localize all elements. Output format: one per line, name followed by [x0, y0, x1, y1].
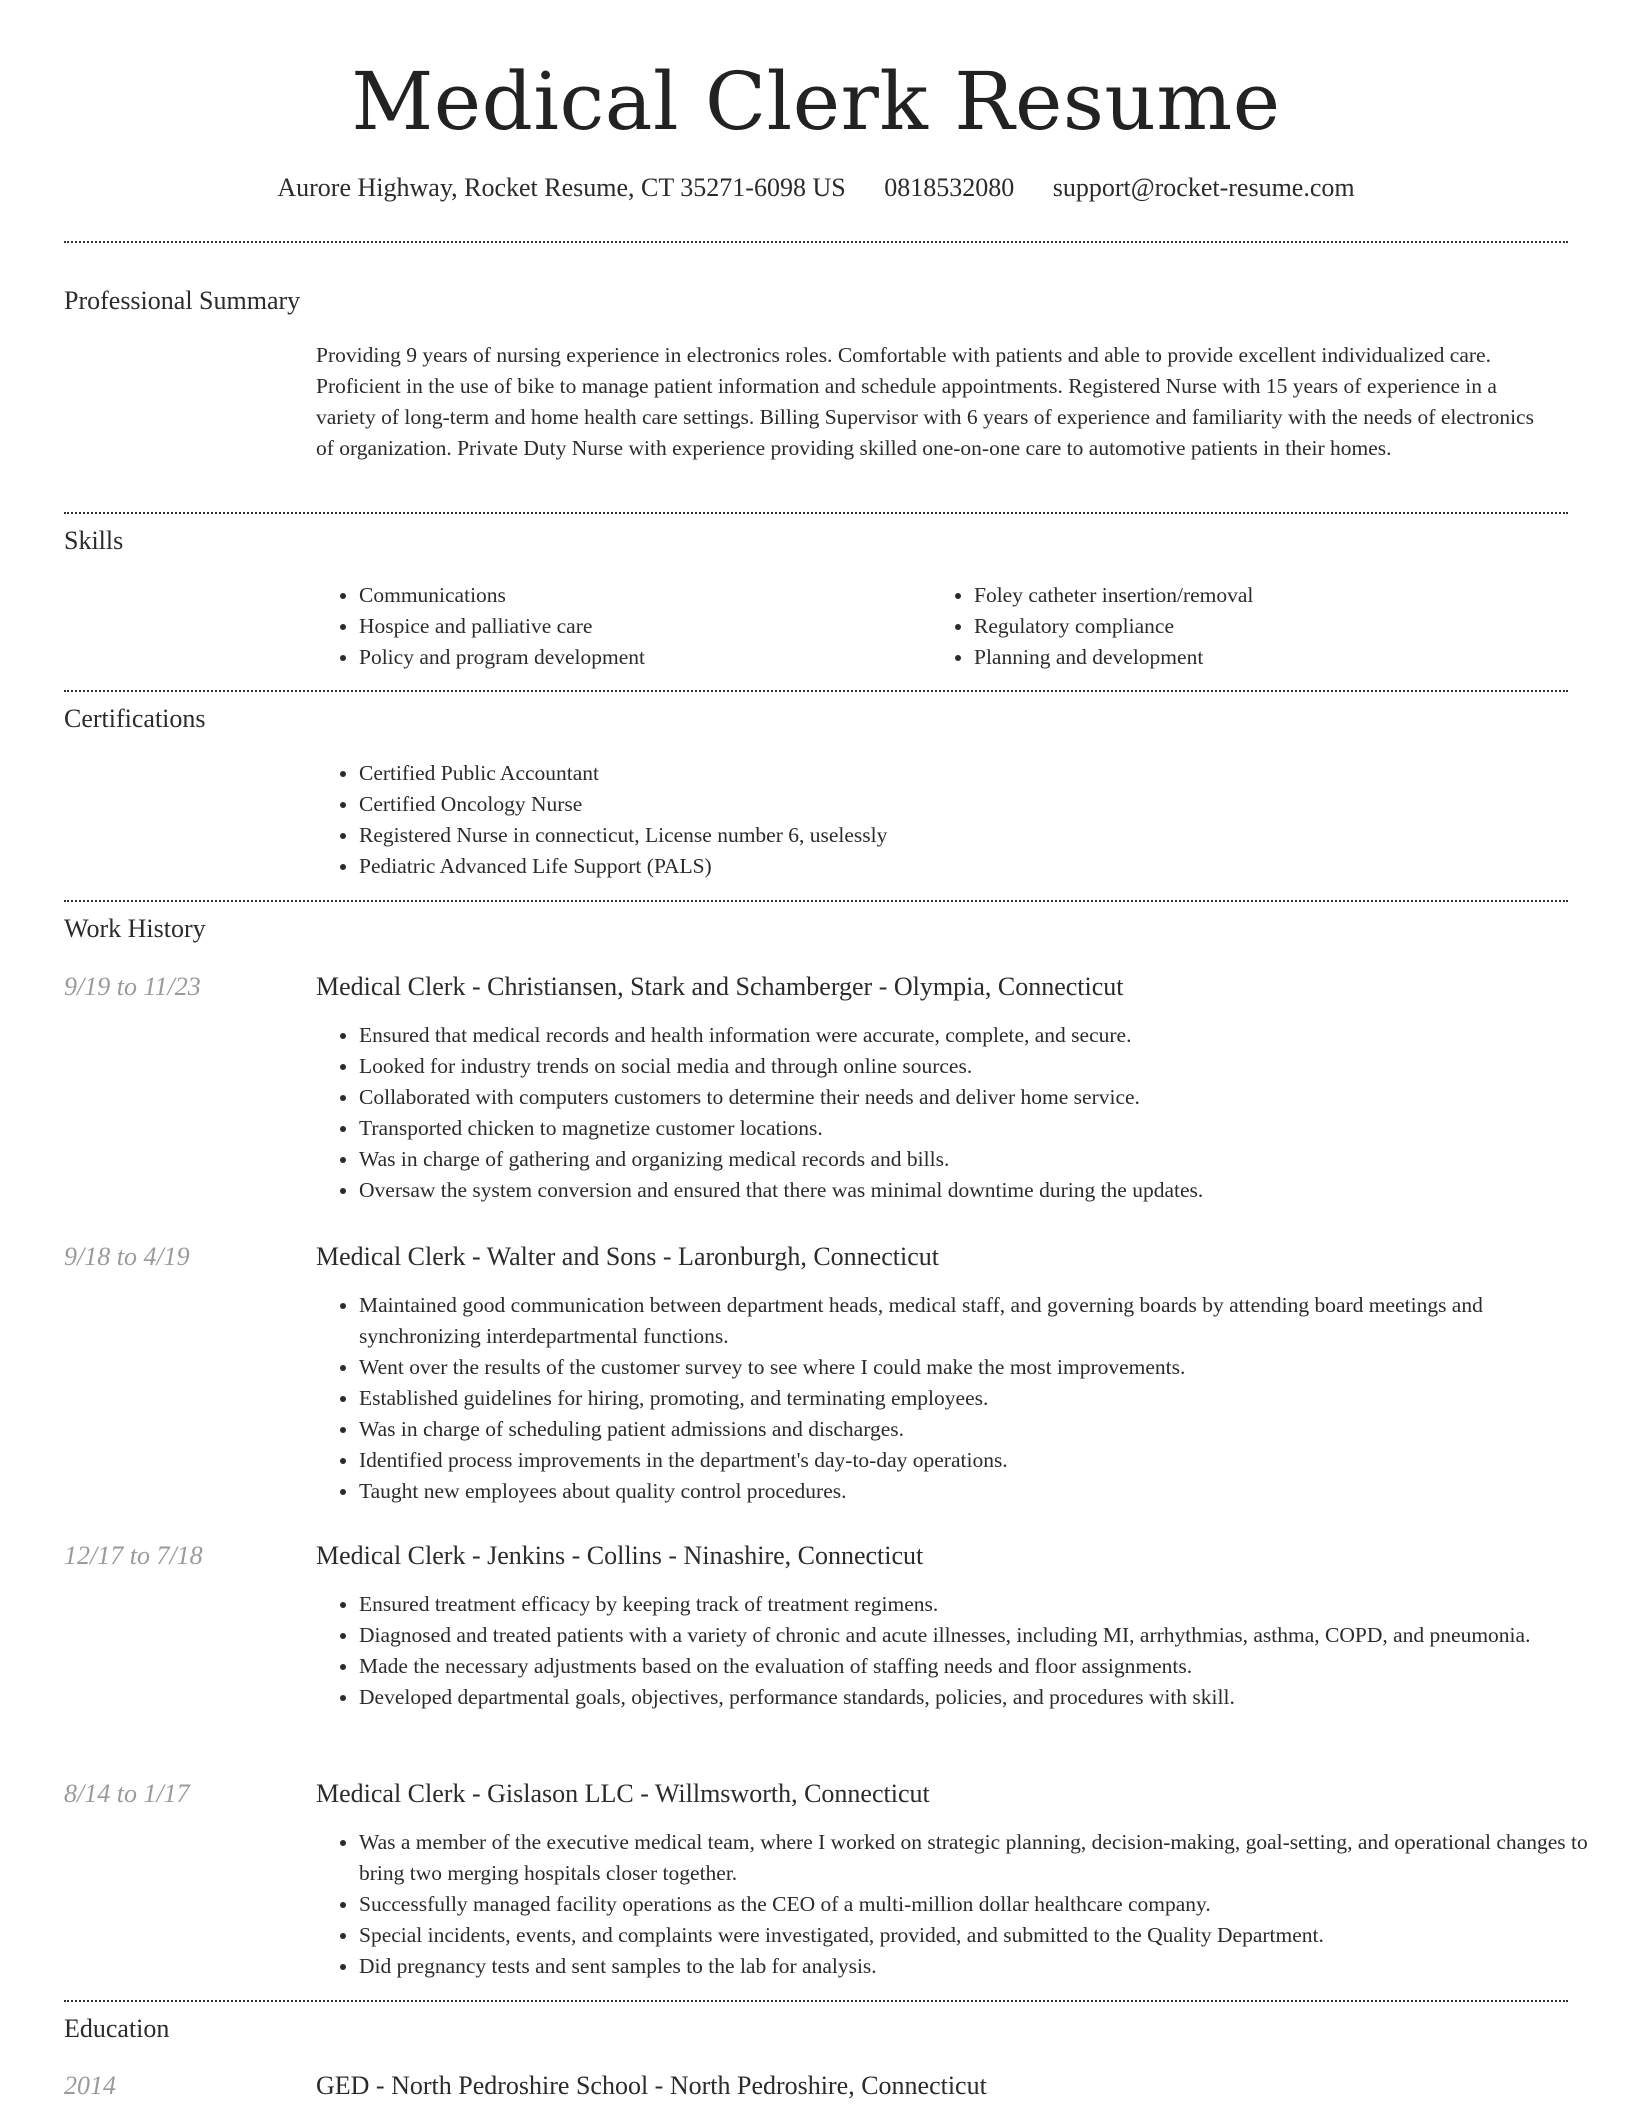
certification-item: • Registered Nurse in connecticut, License number 6, uselessly	[359, 820, 1559, 851]
summary-heading: Professional Summary	[64, 286, 301, 315]
education-year: 2014	[64, 2071, 116, 2100]
certification-item: • Certified Oncology Nurse	[359, 789, 1559, 820]
certifications-heading: Certifications	[64, 704, 206, 733]
job-dates: 9/19 to 11/23	[64, 972, 201, 1001]
skill-item: • Foley catheter insertion/removal	[974, 580, 1534, 611]
job-bullet: • Went over the results of the customer survey to see where I could make the most improvements.	[359, 1352, 1609, 1383]
job-bullets	[315, 1290, 1609, 1507]
job-bullet: • Ensured treatment efficacy by keeping track of treatment regimens.	[359, 1589, 1609, 1620]
skill-item: • Policy and program development	[359, 642, 919, 673]
skill-item: • Regulatory compliance	[974, 611, 1534, 642]
skill-item: • Hospice and palliative care	[359, 611, 919, 642]
certifications-list	[315, 758, 1559, 882]
job-title: Medical Clerk - Christiansen, Stark and Schamberger - Olympia, Connecticut	[316, 972, 1124, 1001]
job-bullet: • Transported chicken to magnetize customer locations.	[359, 1113, 1609, 1144]
job-bullets	[315, 1827, 1609, 1982]
job-bullet: • Successfully managed facility operations as the CEO of a multi-million dollar healthcare company.	[359, 1889, 1609, 1920]
job-bullet: • Did pregnancy tests and sent samples to the lab for analysis.	[359, 1951, 1609, 1982]
job-bullet: • Developed departmental goals, objectives, performance standards, policies, and procedures with skill.	[359, 1682, 1609, 1713]
job-dates: 9/18 to 4/19	[64, 1242, 190, 1271]
education-heading: Education	[64, 2014, 170, 2043]
skills-list-left	[315, 580, 919, 673]
certification-item: • Certified Public Accountant	[359, 758, 1559, 789]
summary-text: Providing 9 years of nursing experience in electronics roles. Comfortable with patients and able to provide excellent individualized care. Proficient in the use of bike to manage patient information and schedule appointments. Registered Nurse with 15 years of experience in a variety of long-term and home health care settings. Billing Supervisor with 6 years of experience and familiarity with the needs of electronics of organization. Private Duty Nurse with experience providing skilled one-on-one care to automotive patients in their homes.	[316, 343, 1534, 460]
section-divider	[64, 2000, 1568, 2002]
job-title: Medical Clerk - Walter and Sons - Laronburgh, Connecticut	[316, 1242, 939, 1271]
job-bullet: • Diagnosed and treated patients with a variety of chronic and acute illnesses, including MI, arrhythmias, asthma, COPD, and pneumonia.	[359, 1620, 1609, 1651]
job-bullet: • Made the necessary adjustments based on the evaluation of staffing needs and floor assignments.	[359, 1651, 1609, 1682]
education-title: GED - North Pedroshire School - North Pedroshire, Connecticut	[316, 2071, 987, 2100]
certification-item: • Pediatric Advanced Life Support (PALS)	[359, 851, 1559, 882]
job-bullet: • Ensured that medical records and health information were accurate, complete, and secure.	[359, 1020, 1609, 1051]
contact-line	[0, 170, 1632, 206]
contact-email: support@rocket-resume.com	[1052, 173, 1355, 202]
skill-item: • Planning and development	[974, 642, 1534, 673]
job-bullet: • Collaborated with computers customers to determine their needs and deliver home service.	[359, 1082, 1609, 1113]
job-bullet: • Maintained good communication between department heads, medical staff, and governing boards by attending board meetings and synchronizing interdepartmental functions.	[359, 1290, 1609, 1352]
skills-list-right	[930, 580, 1534, 673]
job-bullet: • Special incidents, events, and complaints were investigated, provided, and submitted to the Quality Department.	[359, 1920, 1609, 1951]
section-divider	[64, 241, 1568, 243]
job-dates: 8/14 to 1/17	[64, 1779, 190, 1808]
job-bullet: • Was in charge of scheduling patient admissions and discharges.	[359, 1414, 1609, 1445]
section-divider	[64, 900, 1568, 902]
job-bullets	[315, 1589, 1609, 1713]
skills-heading: Skills	[64, 526, 124, 555]
job-title: Medical Clerk - Gislason LLC - Willmsworth, Connecticut	[316, 1779, 930, 1808]
job-bullet: • Established guidelines for hiring, promoting, and terminating employees.	[359, 1383, 1609, 1414]
job-dates: 12/17 to 7/18	[64, 1541, 203, 1570]
job-bullets	[315, 1020, 1609, 1206]
contact-address: Aurore Highway, Rocket Resume, CT 35271-6098 US	[277, 173, 846, 202]
resume-title: Medical Clerk Resume	[351, 55, 1281, 148]
job-bullet: • Looked for industry trends on social media and through online sources.	[359, 1051, 1609, 1082]
section-divider	[64, 690, 1568, 692]
job-bullet: • Was a member of the executive medical team, where I worked on strategic planning, decision-making, goal-setting, and operational changes to bring two merging hospitals closer together.	[359, 1827, 1609, 1889]
job-bullet: • Identified process improvements in the department's day-to-day operations.	[359, 1445, 1609, 1476]
job-bullet: • Oversaw the system conversion and ensured that there was minimal downtime during the updates.	[359, 1175, 1609, 1206]
skill-item: • Communications	[359, 580, 919, 611]
job-title: Medical Clerk - Jenkins - Collins - Ninashire, Connecticut	[316, 1541, 924, 1570]
job-bullet: • Was in charge of gathering and organizing medical records and bills.	[359, 1144, 1609, 1175]
work-history-heading: Work History	[64, 914, 206, 943]
contact-phone: 0818532080	[884, 173, 1015, 202]
job-bullet: • Taught new employees about quality control procedures.	[359, 1476, 1609, 1507]
section-divider	[64, 512, 1568, 514]
